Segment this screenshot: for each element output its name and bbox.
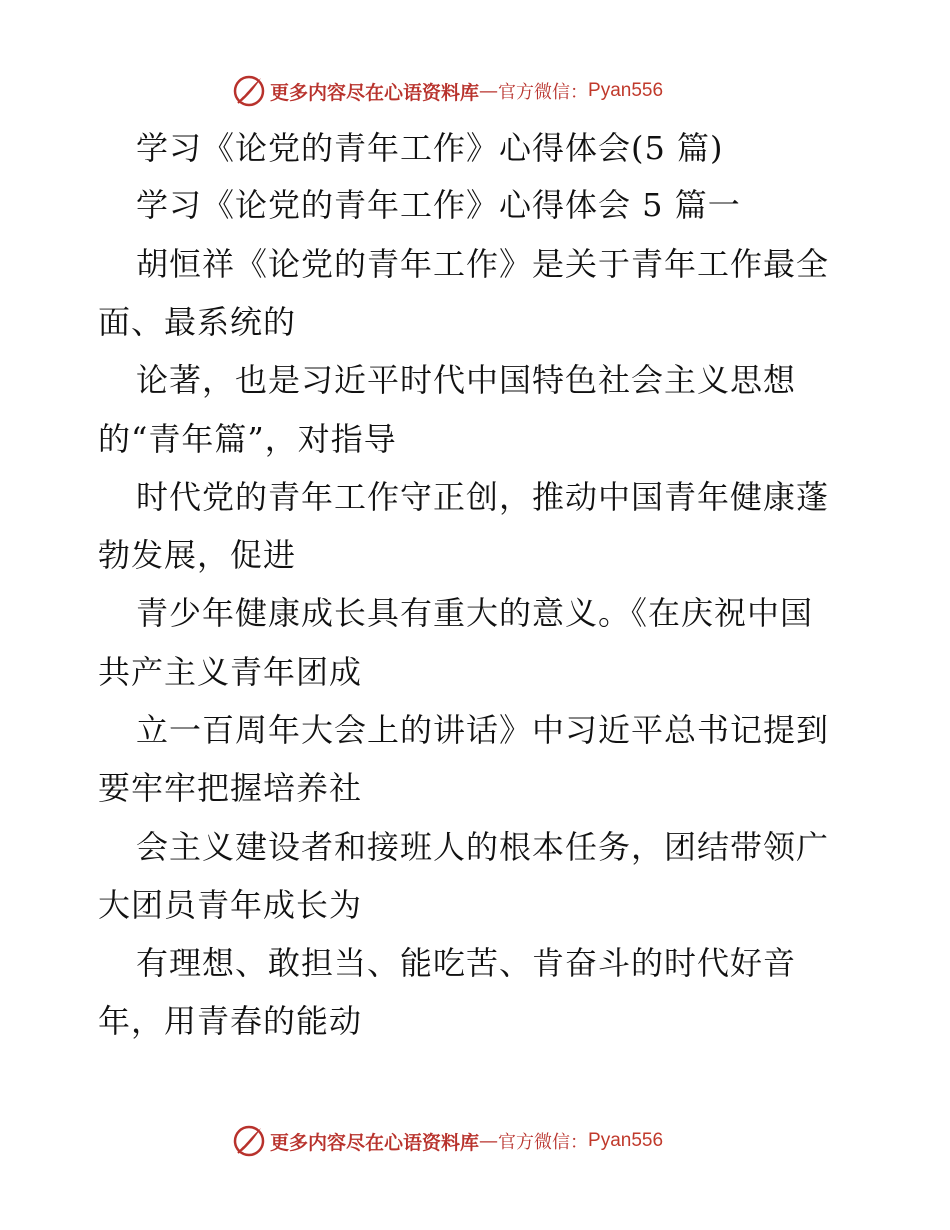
document-line: 大团员青年成长为 bbox=[98, 886, 363, 924]
document-line: 勃发展，促进 bbox=[98, 536, 297, 574]
document-line: 论著，也是习近平时代中国特色社会主义思想 bbox=[136, 361, 797, 399]
document-line: 时代党的青年工作守正创，推动中国青年健康蓬 bbox=[136, 478, 830, 516]
watermark-wechat-id: Pyan556 bbox=[588, 80, 664, 101]
document-line: 共产主义青年团成 bbox=[98, 653, 363, 691]
document-line: 有理想、敢担当、能吃苦、肯奋斗的时代好音 bbox=[136, 944, 797, 982]
feather-logo-icon bbox=[232, 1124, 266, 1158]
document-line: 立一百周年大会上的讲话》中习近平总书记提到 bbox=[136, 711, 830, 749]
document-title: 学习《论党的青年工作》心得体会(5 篇) bbox=[136, 129, 724, 167]
watermark-site-text: 更多内容尽在心语资料库 bbox=[270, 1131, 480, 1154]
watermark-wechat-label: 官方微信： bbox=[498, 82, 589, 103]
watermark-dash: — bbox=[479, 1130, 499, 1152]
document-line: 青少年健康成长具有重大的意义。《在庆祝中国 bbox=[136, 594, 814, 632]
feather-logo-icon bbox=[232, 74, 266, 108]
watermark-wechat-id: Pyan556 bbox=[588, 1130, 664, 1151]
document-subtitle: 学习《论党的青年工作》心得体会 5 篇一 bbox=[136, 186, 741, 224]
footer-watermark bbox=[232, 1121, 663, 1161]
document-line: 会主义建设者和接班人的根本任务，团结带领广 bbox=[136, 828, 830, 866]
document-line: 要牢牢把握培养社 bbox=[98, 769, 363, 807]
watermark-site-text: 更多内容尽在心语资料库 bbox=[270, 81, 480, 104]
document-line: 面、最系统的 bbox=[98, 303, 297, 341]
header-watermark bbox=[232, 71, 663, 111]
document-line: 年，用青春的能动 bbox=[98, 1002, 363, 1040]
document-line: 胡恒祥《论党的青年工作》是关于青年工作最全 bbox=[136, 245, 830, 283]
watermark-wechat-label: 官方微信： bbox=[498, 1132, 589, 1153]
document-line: 的“青年篇”，对指导 bbox=[98, 420, 397, 458]
watermark-dash: — bbox=[479, 80, 499, 102]
